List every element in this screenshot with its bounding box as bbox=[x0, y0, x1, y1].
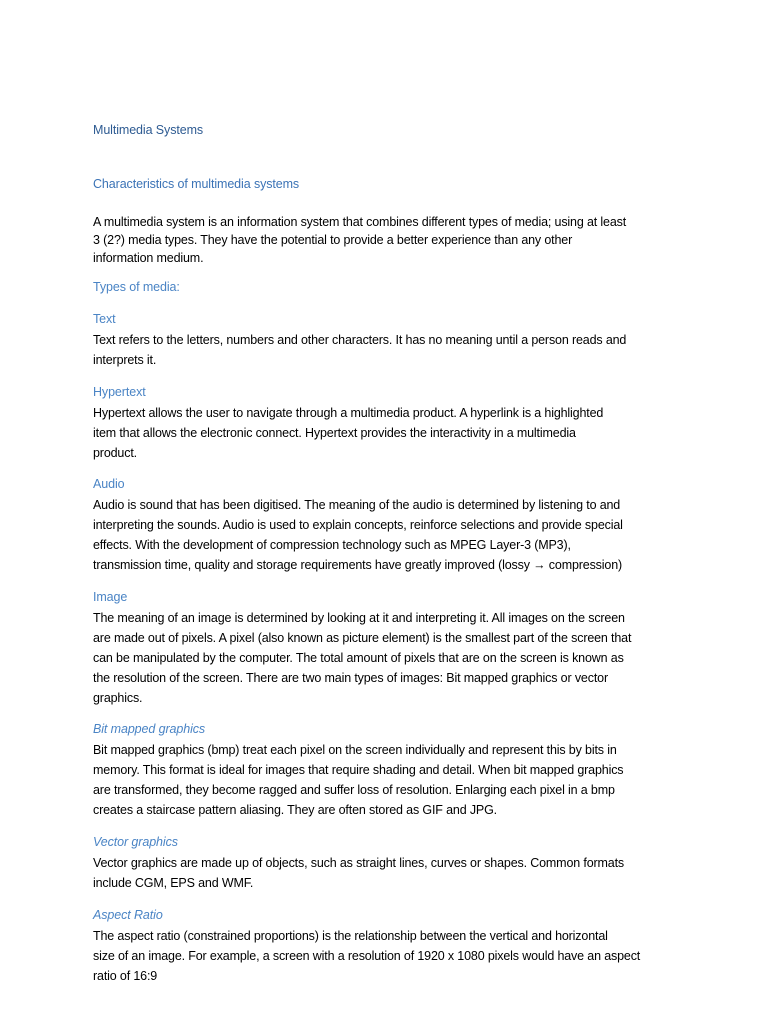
hypertext-paragraph bbox=[93, 403, 683, 463]
hypertext-line: product. bbox=[93, 446, 137, 460]
bitmapped-heading: Bit mapped graphics bbox=[93, 722, 206, 736]
text-heading: Text bbox=[93, 312, 116, 326]
image-paragraph bbox=[93, 608, 683, 708]
bitmapped-line: creates a staircase pattern aliasing. They are often stored as GIF and JPG. bbox=[93, 803, 498, 817]
intro-paragraph bbox=[93, 213, 683, 267]
image-line: can be manipulated by the computer. The total amount of pixels that are on the screen is known as bbox=[93, 651, 624, 665]
aspect-line: size of an image. For example, a screen with a resolution of 1920 x 1080 pixels would have an aspect bbox=[93, 949, 641, 963]
image-line: the resolution of the screen. There are two main types of images: Bit mapped graphics or vector bbox=[93, 671, 608, 685]
hypertext-line: item that allows the electronic connect. Hypertext provides the interactivity in a multimedia bbox=[93, 426, 576, 440]
audio-line: Audio is sound that has been digitised. The meaning of the audio is determined by listening to and bbox=[93, 498, 621, 512]
aspect-ratio-paragraph bbox=[93, 926, 683, 986]
text-line: interprets it. bbox=[93, 353, 157, 367]
bitmapped-line: memory. This format is ideal for images that require shading and detail. When bit mapped graphics bbox=[93, 763, 624, 777]
audio-heading: Audio bbox=[93, 477, 125, 491]
aspect-ratio-heading: Aspect Ratio bbox=[93, 908, 163, 922]
hypertext-line: Hypertext allows the user to navigate through a multimedia product. A hyperlink is a highlighted bbox=[93, 406, 604, 420]
vector-heading: Vector graphics bbox=[93, 835, 178, 849]
image-line: The meaning of an image is determined by looking at it and interpreting it. All images on the screen bbox=[93, 611, 625, 625]
text-line: Text refers to the letters, numbers and other characters. It has no meaning until a person reads and bbox=[93, 333, 627, 347]
audio-line: interpreting the sounds. Audio is used to explain concepts, reinforce selections and provide special bbox=[93, 518, 623, 532]
text-paragraph bbox=[93, 330, 683, 370]
document-title: Multimedia Systems bbox=[93, 123, 204, 137]
image-line: graphics. bbox=[93, 691, 143, 705]
vector-line: Vector graphics are made up of objects, such as straight lines, curves or shapes. Common formats bbox=[93, 856, 624, 870]
bitmapped-paragraph bbox=[93, 740, 683, 820]
aspect-line: The aspect ratio (constrained proportions) is the relationship between the vertical and horizontal bbox=[93, 929, 608, 943]
image-line: are made out of pixels. A pixel (also known as picture element) is the smallest part of the screen that bbox=[93, 631, 632, 645]
bitmapped-line: Bit mapped graphics (bmp) treat each pixel on the screen individually and represent this by bits in bbox=[93, 743, 617, 757]
intro-line: information medium. bbox=[93, 251, 204, 265]
intro-line: A multimedia system is an information system that combines different types of media; using at least bbox=[93, 215, 627, 229]
image-heading: Image bbox=[93, 590, 128, 604]
aspect-line: ratio of 16:9 bbox=[93, 969, 158, 983]
hypertext-heading: Hypertext bbox=[93, 385, 146, 399]
audio-line: transmission time, quality and storage requirements have greatly improved (lossy → compression) bbox=[93, 558, 623, 572]
audio-line: effects. With the development of compression technology such as MPEG Layer-3 (MP3), bbox=[93, 538, 571, 552]
section-heading: Characteristics of multimedia systems bbox=[93, 177, 300, 191]
bitmapped-line: are transformed, they become ragged and suffer loss of resolution. Enlarging each pixel in a bmp bbox=[93, 783, 615, 797]
vector-line: include CGM, EPS and WMF. bbox=[93, 876, 254, 890]
audio-paragraph bbox=[93, 495, 683, 575]
types-heading: Types of media: bbox=[93, 280, 180, 294]
vector-paragraph bbox=[93, 853, 683, 893]
intro-line: 3 (2?) media types. They have the potential to provide a better experience than any other bbox=[93, 233, 573, 247]
